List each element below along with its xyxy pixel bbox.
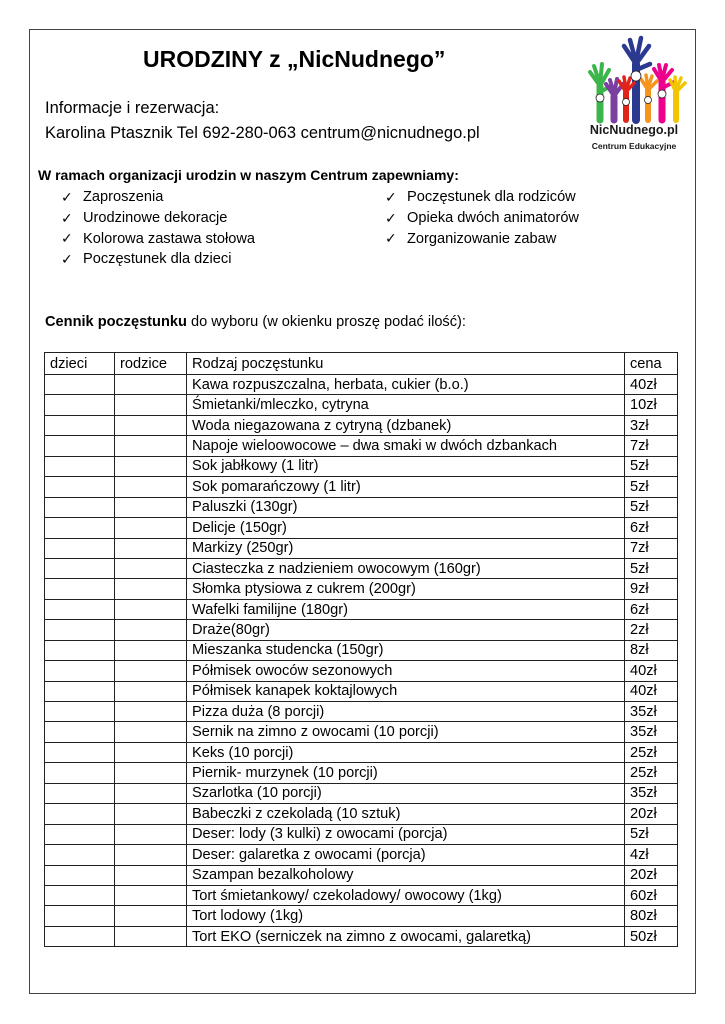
- children-quantity-cell[interactable]: [45, 558, 115, 578]
- parents-quantity-cell[interactable]: [115, 579, 187, 599]
- children-quantity-cell[interactable]: [45, 661, 115, 681]
- children-quantity-cell[interactable]: [45, 436, 115, 456]
- price-row: [45, 538, 678, 558]
- service-item: [61, 249, 255, 270]
- item-name: Sernik na zimno z owocami (10 porcji): [187, 722, 625, 742]
- item-name: Kawa rozpuszczalna, herbata, cukier (b.o.): [187, 375, 625, 395]
- contact-line: Karolina Ptasznik Tel 692-280-063 centrum@nicnudnego.pl: [45, 124, 480, 142]
- children-quantity-cell[interactable]: [45, 763, 115, 783]
- item-price: 20zł: [625, 865, 678, 885]
- parents-quantity-cell[interactable]: [115, 456, 187, 476]
- price-row: [45, 804, 678, 824]
- price-row: [45, 926, 678, 946]
- service-item-label: Urodzinowe dekoracje: [83, 210, 228, 227]
- item-price: 25zł: [625, 742, 678, 762]
- item-price: 40zł: [625, 375, 678, 395]
- parents-quantity-cell[interactable]: [115, 824, 187, 844]
- service-item: [385, 228, 579, 249]
- children-quantity-cell[interactable]: [45, 702, 115, 722]
- item-name: Napoje wieloowocowe – dwa smaki w dwóch dzbankach: [187, 436, 625, 456]
- item-name: Piernik- murzynek (10 porcji): [187, 763, 625, 783]
- price-row: [45, 702, 678, 722]
- children-quantity-cell[interactable]: [45, 477, 115, 497]
- item-name: Tort EKO (serniczek na zimno z owocami, galaretką): [187, 926, 625, 946]
- price-row: [45, 885, 678, 905]
- service-item: [61, 187, 255, 208]
- children-quantity-cell[interactable]: [45, 415, 115, 435]
- service-item: [385, 187, 579, 208]
- price-list-intro: [45, 314, 466, 330]
- parents-quantity-cell[interactable]: [115, 518, 187, 538]
- item-price: 5zł: [625, 497, 678, 517]
- colorful-hands-icon: [578, 34, 690, 124]
- item-name: Paluszki (130gr): [187, 497, 625, 517]
- price-row: [45, 783, 678, 803]
- parents-quantity-cell[interactable]: [115, 477, 187, 497]
- item-name: Szampan bezalkoholowy: [187, 865, 625, 885]
- item-price: 9zł: [625, 579, 678, 599]
- price-table-header-row: [45, 353, 678, 375]
- parents-quantity-cell[interactable]: [115, 681, 187, 701]
- item-price: 10zł: [625, 395, 678, 415]
- item-price: 20zł: [625, 804, 678, 824]
- item-price: 80zł: [625, 906, 678, 926]
- checkmark-icon: ✓: [61, 250, 73, 267]
- parents-quantity-cell[interactable]: [115, 722, 187, 742]
- children-quantity-cell[interactable]: [45, 395, 115, 415]
- price-row: [45, 599, 678, 619]
- item-price: 5zł: [625, 824, 678, 844]
- item-price: 7zł: [625, 436, 678, 456]
- logo-name: NicNudnego.pl: [589, 123, 679, 137]
- checkmark-icon: ✓: [385, 209, 397, 226]
- checkmark-icon: ✓: [61, 209, 73, 226]
- services-intro: W ramach organizacji urodzin w naszym Centrum zapewniamy:: [38, 167, 459, 183]
- header-parents: rodzice: [115, 353, 187, 375]
- children-quantity-cell[interactable]: [45, 865, 115, 885]
- children-quantity-cell[interactable]: [45, 497, 115, 517]
- parents-quantity-cell[interactable]: [115, 497, 187, 517]
- item-name: Deser: galaretka z owocami (porcja): [187, 845, 625, 865]
- item-name: Wafelki familijne (180gr): [187, 599, 625, 619]
- children-quantity-cell[interactable]: [45, 845, 115, 865]
- parents-quantity-cell[interactable]: [115, 558, 187, 578]
- item-name: Szarlotka (10 porcji): [187, 783, 625, 803]
- item-name: Deser: lody (3 kulki) z owocami (porcja): [187, 824, 625, 844]
- parents-quantity-cell[interactable]: [115, 599, 187, 619]
- item-name: Sok pomarańczowy (1 litr): [187, 477, 625, 497]
- info-heading: Informacje i rezerwacja:: [45, 99, 220, 117]
- parents-quantity-cell[interactable]: [115, 415, 187, 435]
- header-children: dzieci: [45, 353, 115, 375]
- item-price: 35zł: [625, 702, 678, 722]
- item-name: Słomka ptysiowa z cukrem (200gr): [187, 579, 625, 599]
- parents-quantity-cell[interactable]: [115, 640, 187, 660]
- parents-quantity-cell[interactable]: [115, 620, 187, 640]
- item-price: 35zł: [625, 722, 678, 742]
- item-price: 50zł: [625, 926, 678, 946]
- item-name: Babeczki z czekoladą (10 sztuk): [187, 804, 625, 824]
- checkmark-icon: ✓: [385, 230, 397, 247]
- children-quantity-cell[interactable]: [45, 538, 115, 558]
- price-row: [45, 661, 678, 681]
- item-price: 40zł: [625, 661, 678, 681]
- price-row: [45, 456, 678, 476]
- price-table: [44, 352, 678, 947]
- parents-quantity-cell[interactable]: [115, 395, 187, 415]
- children-quantity-cell[interactable]: [45, 906, 115, 926]
- item-name: Delicje (150gr): [187, 518, 625, 538]
- price-row: [45, 579, 678, 599]
- service-item-label: Poczęstunek dla rodziców: [407, 189, 576, 206]
- parents-quantity-cell[interactable]: [115, 763, 187, 783]
- price-row: [45, 742, 678, 762]
- children-quantity-cell[interactable]: [45, 640, 115, 660]
- children-quantity-cell[interactable]: [45, 375, 115, 395]
- item-price: 6zł: [625, 599, 678, 619]
- parents-quantity-cell[interactable]: [115, 538, 187, 558]
- children-quantity-cell[interactable]: [45, 681, 115, 701]
- item-price: 2zł: [625, 620, 678, 640]
- price-row: [45, 906, 678, 926]
- parents-quantity-cell[interactable]: [115, 926, 187, 946]
- item-name: Sok jabłkowy (1 litr): [187, 456, 625, 476]
- price-row: [45, 722, 678, 742]
- item-name: Mieszanka studencka (150gr): [187, 640, 625, 660]
- price-row: [45, 640, 678, 660]
- item-name: Woda niegazowana z cytryną (dzbanek): [187, 415, 625, 435]
- service-item: [61, 228, 255, 249]
- header-item: Rodzaj poczęstunku: [187, 353, 625, 375]
- checkmark-icon: ✓: [385, 188, 397, 205]
- children-quantity-cell[interactable]: [45, 824, 115, 844]
- service-item-label: Kolorowa zastawa stołowa: [83, 230, 255, 247]
- price-row: [45, 497, 678, 517]
- item-name: Keks (10 porcji): [187, 742, 625, 762]
- service-item: [385, 208, 579, 229]
- item-name: Tort śmietankowy/ czekoladowy/ owocowy (1kg): [187, 885, 625, 905]
- price-row: [45, 681, 678, 701]
- item-name: Półmisek kanapek koktajlowych: [187, 681, 625, 701]
- item-name: Tort lodowy (1kg): [187, 906, 625, 926]
- service-item: [61, 208, 255, 229]
- price-row: [45, 518, 678, 538]
- parents-quantity-cell[interactable]: [115, 885, 187, 905]
- logo-subtitle: Centrum Edukacyjne: [591, 141, 677, 151]
- parents-quantity-cell[interactable]: [115, 661, 187, 681]
- children-quantity-cell[interactable]: [45, 804, 115, 824]
- price-row: [45, 375, 678, 395]
- service-item-label: Opieka dwóch animatorów: [407, 210, 579, 227]
- services-list-right: [385, 187, 579, 249]
- item-name: Półmisek owoców sezonowych: [187, 661, 625, 681]
- parents-quantity-cell[interactable]: [115, 436, 187, 456]
- item-price: 5zł: [625, 477, 678, 497]
- item-price: 35zł: [625, 783, 678, 803]
- item-price: 5zł: [625, 558, 678, 578]
- parents-quantity-cell[interactable]: [115, 865, 187, 885]
- service-item-label: Poczęstunek dla dzieci: [83, 251, 232, 268]
- parents-quantity-cell[interactable]: [115, 742, 187, 762]
- nicnudnego-logo: [578, 34, 690, 168]
- item-price: 7zł: [625, 538, 678, 558]
- price-row: [45, 415, 678, 435]
- item-name: Śmietanki/mleczko, cytryna: [187, 395, 625, 415]
- parents-quantity-cell[interactable]: [115, 845, 187, 865]
- parents-quantity-cell[interactable]: [115, 906, 187, 926]
- price-row: [45, 620, 678, 640]
- price-row: [45, 558, 678, 578]
- children-quantity-cell[interactable]: [45, 722, 115, 742]
- price-list-intro-rest: do wyboru (w okienku proszę podać ilość):: [186, 314, 466, 330]
- children-quantity-cell[interactable]: [45, 783, 115, 803]
- children-quantity-cell[interactable]: [45, 456, 115, 476]
- page-title: URODZINY z „NicNudnego”: [143, 46, 446, 72]
- item-price: 60zł: [625, 885, 678, 905]
- price-row: [45, 395, 678, 415]
- children-quantity-cell[interactable]: [45, 620, 115, 640]
- item-name: Draże(80gr): [187, 620, 625, 640]
- item-name: Pizza duża (8 porcji): [187, 702, 625, 722]
- service-item-label: Zorganizowanie zabaw: [407, 230, 557, 247]
- item-name: Ciasteczka z nadzieniem owocowym (160gr): [187, 558, 625, 578]
- item-price: 25zł: [625, 763, 678, 783]
- price-row: [45, 824, 678, 844]
- price-row: [45, 845, 678, 865]
- children-quantity-cell[interactable]: [45, 599, 115, 619]
- price-row: [45, 865, 678, 885]
- children-quantity-cell[interactable]: [45, 926, 115, 946]
- price-row: [45, 436, 678, 456]
- children-quantity-cell[interactable]: [45, 742, 115, 762]
- checkmark-icon: ✓: [61, 230, 73, 247]
- item-price: 8zł: [625, 640, 678, 660]
- item-price: 3zł: [625, 415, 678, 435]
- item-price: 5zł: [625, 456, 678, 476]
- parents-quantity-cell[interactable]: [115, 783, 187, 803]
- header-price: cena: [625, 353, 678, 375]
- price-row: [45, 477, 678, 497]
- children-quantity-cell[interactable]: [45, 885, 115, 905]
- parents-quantity-cell[interactable]: [115, 702, 187, 722]
- children-quantity-cell[interactable]: [45, 579, 115, 599]
- children-quantity-cell[interactable]: [45, 518, 115, 538]
- item-price: 40zł: [625, 681, 678, 701]
- price-list-intro-bold: Cennik poczęstunku: [45, 314, 187, 330]
- service-item-label: Zaproszenia: [83, 189, 164, 206]
- item-name: Markizy (250gr): [187, 538, 625, 558]
- price-row: [45, 763, 678, 783]
- item-price: 4zł: [625, 845, 678, 865]
- parents-quantity-cell[interactable]: [115, 804, 187, 824]
- checkmark-icon: ✓: [61, 188, 73, 205]
- services-list-left: [61, 187, 255, 270]
- item-price: 6zł: [625, 518, 678, 538]
- parents-quantity-cell[interactable]: [115, 375, 187, 395]
